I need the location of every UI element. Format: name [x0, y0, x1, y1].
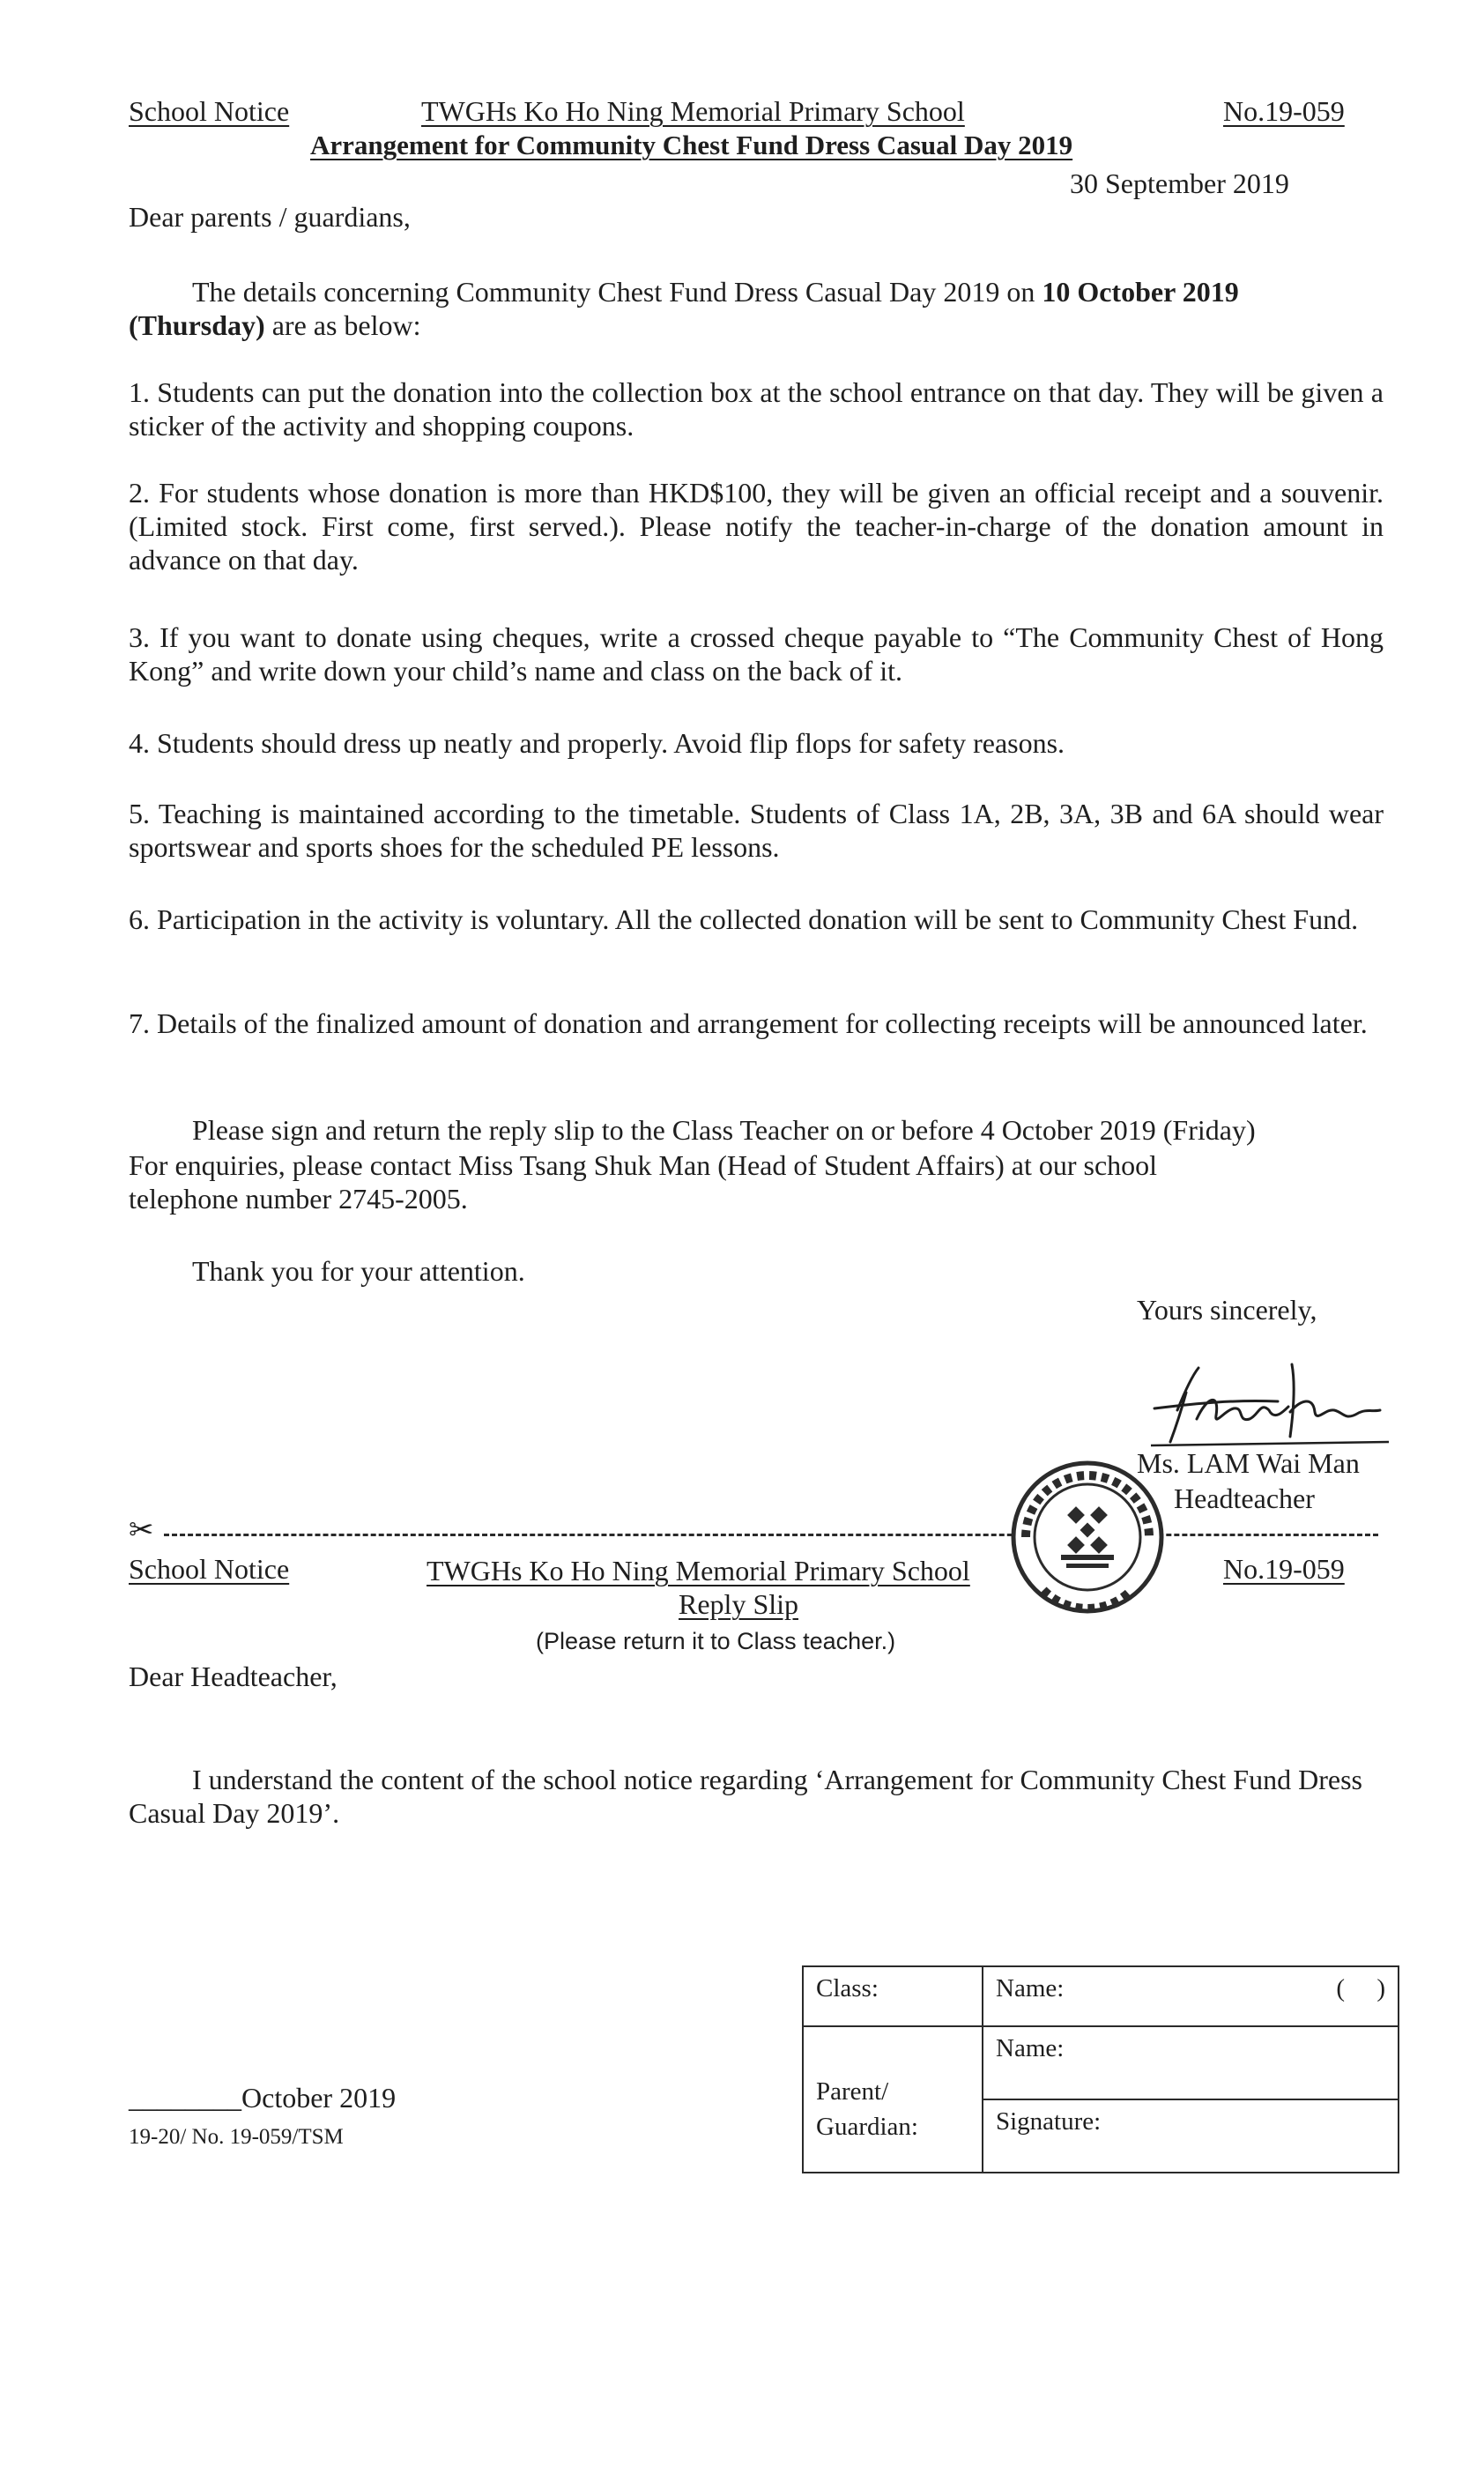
- reply-notice-number: No.19-059: [1223, 1553, 1345, 1585]
- item-6: 6. Participation in the activity is voluntary. All the collected donation will be sent to Community Chest Fund.: [129, 903, 1359, 935]
- thanks-line: Thank you for your attention.: [192, 1255, 525, 1287]
- salutation: Dear parents / guardians,: [129, 201, 411, 233]
- item-7: 7. Details of the finalized amount of donation and arrangement for collecting receipts will be announced later.: [129, 1007, 1368, 1039]
- return-instruction: Please sign and return the reply slip to the Class Teacher on or before 4 October 2019 (Friday): [192, 1114, 1256, 1146]
- telephone-line: telephone number 2745-2005.: [129, 1183, 468, 1215]
- reply-body: I understand the content of the school notice regarding ‘Arrangement for Community Chest Fund Dress Casual Day 2019’.: [129, 1764, 1362, 1829]
- school-seal: [1008, 1458, 1167, 1616]
- student-name-cell[interactable]: [983, 1966, 1399, 2026]
- notice-date: 30 September 2019: [1070, 167, 1289, 199]
- notice-title: Arrangement for Community Chest Fund Dress Casual Day 2019: [310, 130, 1073, 160]
- class-label: Class:: [803, 1966, 983, 2026]
- intro-text: The details concerning Community Chest Fund Dress Casual Day 2019 on: [192, 276, 1043, 308]
- enquiry-line: For enquiries, please contact Miss Tsang Shuk Man (Head of Student Affairs) at our school: [129, 1149, 1158, 1181]
- student-name-label: Name:: [996, 1974, 1065, 2002]
- reference-code: 19-20/ No. 19-059/TSM: [129, 2125, 344, 2149]
- reply-school-name: TWGHs Ko Ho Ning Memorial Primary School: [427, 1555, 970, 1586]
- reply-form-table: [802, 1965, 1399, 2173]
- scissors-icon: ✂: [129, 1512, 154, 1548]
- closing: Yours sincerely,: [1137, 1294, 1317, 1326]
- notice-label: School Notice: [129, 95, 290, 127]
- signature-cell[interactable]: [983, 2099, 1399, 2173]
- guardian-label: Parent/ Guardian:: [803, 2026, 983, 2173]
- signatory-role: Headteacher: [1174, 1482, 1315, 1514]
- date-blank[interactable]: ________: [129, 2082, 241, 2114]
- cut-dashed-line: [164, 1534, 1378, 1536]
- guardian-name-label: Name:: [996, 2034, 1065, 2063]
- class-number-brackets: ( ): [1336, 1974, 1385, 2002]
- intro-day: (Thursday): [129, 309, 265, 341]
- reply-slip-title: Reply Slip: [679, 1588, 799, 1620]
- handwritten-signature: [1146, 1357, 1392, 1454]
- date-text: October 2019: [241, 2082, 397, 2114]
- reply-salutation: Dear Headteacher,: [129, 1661, 338, 1692]
- notice-number: No.19-059: [1223, 95, 1345, 127]
- signature-label: Signature:: [996, 2107, 1102, 2136]
- item-4: 4. Students should dress up neatly and properly. Avoid flip flops for safety reasons.: [129, 727, 1065, 759]
- intro-paragraph: [129, 275, 1384, 342]
- guardian-name-cell[interactable]: [983, 2026, 1399, 2099]
- item-2: 2. For students whose donation is more than HKD$100, they will be given an official receipt and a souvenir. (Limited stock. First come, first served.). Please notify the teacher-in-charge of the donation amount in advance on that day.: [129, 477, 1384, 576]
- school-name: TWGHs Ko Ho Ning Memorial Primary School: [421, 95, 965, 127]
- item-1: 1. Students can put the donation into the collection box at the school entrance on that day. They will be given a sticker of the activity and shopping coupons.: [129, 376, 1384, 442]
- reply-date: [129, 2082, 396, 2114]
- reply-slip-subtitle: (Please return it to Class teacher.): [536, 1628, 896, 1654]
- intro-tail: are as below:: [264, 309, 421, 341]
- item-5: 5. Teaching is maintained according to the timetable. Students of Class 1A, 2B, 3A, 3B and 6A should wear sportswear and sports shoes for the scheduled PE lessons.: [129, 798, 1384, 863]
- reply-notice-label: School Notice: [129, 1553, 290, 1585]
- intro-date: 10 October 2019: [1042, 276, 1239, 308]
- signatory-name: Ms. LAM Wai Man: [1137, 1447, 1360, 1479]
- item-3: 3. If you want to donate using cheques, write a crossed cheque payable to “The Community Chest of Hong Kong” and write down your child’s name and class on the back of it.: [129, 621, 1384, 687]
